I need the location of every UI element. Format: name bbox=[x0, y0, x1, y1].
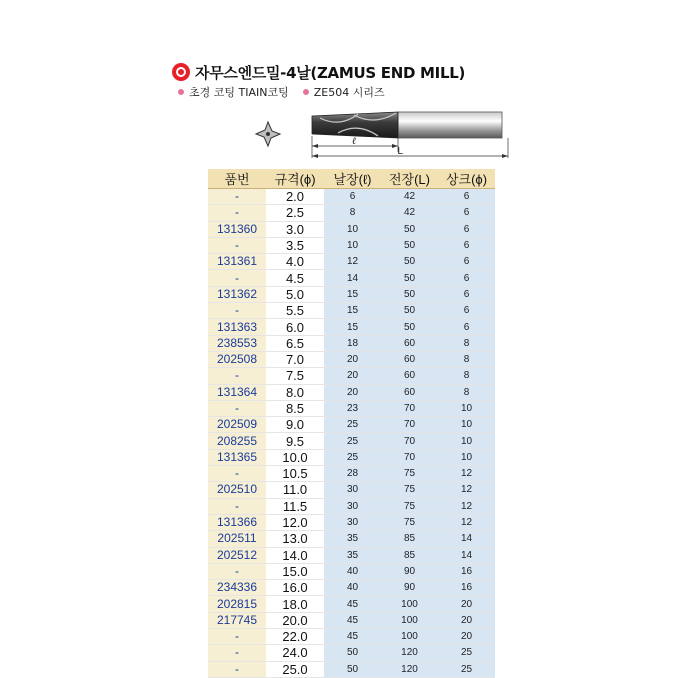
cell-overall-length: 100 bbox=[381, 612, 438, 628]
subtitle-coating-label: 초경 코팅 TIAIN코팅 bbox=[189, 86, 289, 99]
table-row bbox=[208, 580, 495, 596]
cell-part-number: 131360 bbox=[208, 221, 266, 237]
cell-part-number: 202509 bbox=[208, 417, 266, 433]
cell-overall-length: 120 bbox=[381, 661, 438, 677]
cell-part-number: 208255 bbox=[208, 433, 266, 449]
cell-overall-length: 90 bbox=[381, 580, 438, 596]
cell-part-number: 131366 bbox=[208, 514, 266, 530]
cell-size: 7.5 bbox=[266, 368, 324, 384]
cell-flute-length: 25 bbox=[324, 417, 381, 433]
bullet-icon bbox=[178, 89, 184, 95]
cell-part-number: - bbox=[208, 237, 266, 253]
table-row bbox=[208, 270, 495, 286]
cell-size: 6.0 bbox=[266, 319, 324, 335]
subtitle-item-coating bbox=[178, 84, 289, 100]
table-row bbox=[208, 466, 495, 482]
table-row bbox=[208, 319, 495, 335]
cell-shank: 8 bbox=[438, 335, 495, 351]
cell-flute-length: 20 bbox=[324, 384, 381, 400]
cell-overall-length: 120 bbox=[381, 645, 438, 661]
cell-part-number: 131362 bbox=[208, 286, 266, 302]
cell-shank: 25 bbox=[438, 661, 495, 677]
cell-flute-length: 45 bbox=[324, 596, 381, 612]
cell-overall-length: 42 bbox=[381, 189, 438, 205]
cell-shank: 12 bbox=[438, 466, 495, 482]
page-title: 자무스엔드밀-4날(ZAMUS END MILL) bbox=[195, 63, 466, 82]
table-row bbox=[208, 189, 495, 205]
table-row bbox=[208, 417, 495, 433]
cell-overall-length: 70 bbox=[381, 417, 438, 433]
cell-part-number: 131365 bbox=[208, 449, 266, 465]
cell-shank: 12 bbox=[438, 498, 495, 514]
flute-length-label: ℓ bbox=[351, 136, 357, 147]
cell-shank: 6 bbox=[438, 254, 495, 270]
cell-part-number: - bbox=[208, 205, 266, 221]
cell-shank: 6 bbox=[438, 303, 495, 319]
title-row bbox=[172, 60, 465, 84]
cell-overall-length: 100 bbox=[381, 596, 438, 612]
cell-overall-length: 50 bbox=[381, 221, 438, 237]
cell-shank: 16 bbox=[438, 580, 495, 596]
cell-shank: 6 bbox=[438, 237, 495, 253]
cell-size: 3.0 bbox=[266, 221, 324, 237]
table-row bbox=[208, 237, 495, 253]
cell-flute-length: 15 bbox=[324, 303, 381, 319]
cell-shank: 10 bbox=[438, 449, 495, 465]
table-row bbox=[208, 254, 495, 270]
table-row bbox=[208, 482, 495, 498]
cell-size: 2.0 bbox=[266, 189, 324, 205]
cell-flute-length: 30 bbox=[324, 498, 381, 514]
cell-shank: 20 bbox=[438, 629, 495, 645]
cell-overall-length: 75 bbox=[381, 514, 438, 530]
table-row bbox=[208, 547, 495, 563]
overall-length-label: L bbox=[397, 146, 403, 157]
table-row bbox=[208, 351, 495, 367]
cell-part-number: - bbox=[208, 563, 266, 579]
cell-flute-length: 15 bbox=[324, 286, 381, 302]
table-row bbox=[208, 498, 495, 514]
cell-shank: 10 bbox=[438, 433, 495, 449]
cell-shank: 14 bbox=[438, 547, 495, 563]
cell-flute-length: 6 bbox=[324, 189, 381, 205]
table-row bbox=[208, 384, 495, 400]
header-shank: 상크(ϕ) bbox=[438, 169, 495, 189]
cell-flute-length: 10 bbox=[324, 221, 381, 237]
cell-part-number: 131364 bbox=[208, 384, 266, 400]
cell-overall-length: 85 bbox=[381, 547, 438, 563]
cell-part-number: - bbox=[208, 189, 266, 205]
table-row bbox=[208, 449, 495, 465]
end-mill-diagram bbox=[250, 100, 520, 162]
table-row bbox=[208, 645, 495, 661]
cell-size: 4.0 bbox=[266, 254, 324, 270]
end-view-icon bbox=[256, 122, 280, 146]
cell-flute-length: 18 bbox=[324, 335, 381, 351]
cell-part-number: 234336 bbox=[208, 580, 266, 596]
cell-shank: 6 bbox=[438, 319, 495, 335]
cell-overall-length: 50 bbox=[381, 319, 438, 335]
cell-overall-length: 100 bbox=[381, 629, 438, 645]
cell-size: 5.0 bbox=[266, 286, 324, 302]
cell-part-number: 131361 bbox=[208, 254, 266, 270]
table-row bbox=[208, 205, 495, 221]
cell-part-number: - bbox=[208, 400, 266, 416]
cell-part-number: 202512 bbox=[208, 547, 266, 563]
cell-part-number: - bbox=[208, 270, 266, 286]
spec-table-body bbox=[208, 189, 495, 678]
cell-size: 10.5 bbox=[266, 466, 324, 482]
cell-flute-length: 15 bbox=[324, 319, 381, 335]
cell-size: 8.5 bbox=[266, 400, 324, 416]
cell-shank: 8 bbox=[438, 351, 495, 367]
header-overall-length: 전장(L) bbox=[381, 169, 438, 189]
cell-flute-length: 30 bbox=[324, 482, 381, 498]
table-row bbox=[208, 629, 495, 645]
cell-size: 25.0 bbox=[266, 661, 324, 677]
cell-overall-length: 60 bbox=[381, 351, 438, 367]
cell-flute-length: 23 bbox=[324, 400, 381, 416]
cell-overall-length: 75 bbox=[381, 498, 438, 514]
cell-overall-length: 50 bbox=[381, 270, 438, 286]
cell-flute-length: 28 bbox=[324, 466, 381, 482]
cell-part-number: 202815 bbox=[208, 596, 266, 612]
cell-flute-length: 40 bbox=[324, 580, 381, 596]
cell-flute-length: 12 bbox=[324, 254, 381, 270]
target-circle-icon bbox=[172, 63, 190, 81]
cell-part-number: - bbox=[208, 629, 266, 645]
cell-part-number: 202511 bbox=[208, 531, 266, 547]
table-row bbox=[208, 286, 495, 302]
cell-size: 9.5 bbox=[266, 433, 324, 449]
cell-shank: 12 bbox=[438, 514, 495, 530]
cell-overall-length: 50 bbox=[381, 286, 438, 302]
cell-flute-length: 50 bbox=[324, 661, 381, 677]
cell-shank: 12 bbox=[438, 482, 495, 498]
cell-size: 7.0 bbox=[266, 351, 324, 367]
cell-flute-length: 30 bbox=[324, 514, 381, 530]
cell-shank: 25 bbox=[438, 645, 495, 661]
cell-flute-length: 35 bbox=[324, 531, 381, 547]
cell-overall-length: 70 bbox=[381, 433, 438, 449]
cell-shank: 14 bbox=[438, 531, 495, 547]
cell-overall-length: 60 bbox=[381, 368, 438, 384]
table-row bbox=[208, 661, 495, 677]
cell-size: 9.0 bbox=[266, 417, 324, 433]
cell-overall-length: 60 bbox=[381, 384, 438, 400]
cell-flute-length: 20 bbox=[324, 351, 381, 367]
cell-flute-length: 45 bbox=[324, 629, 381, 645]
cell-flute-length: 25 bbox=[324, 449, 381, 465]
cell-overall-length: 90 bbox=[381, 563, 438, 579]
spec-table bbox=[208, 169, 495, 678]
cell-shank: 16 bbox=[438, 563, 495, 579]
cell-size: 3.5 bbox=[266, 237, 324, 253]
cell-size: 11.0 bbox=[266, 482, 324, 498]
cell-size: 4.5 bbox=[266, 270, 324, 286]
table-row bbox=[208, 303, 495, 319]
cell-part-number: - bbox=[208, 645, 266, 661]
cell-part-number: 202508 bbox=[208, 351, 266, 367]
table-row bbox=[208, 612, 495, 628]
cell-overall-length: 50 bbox=[381, 254, 438, 270]
cell-size: 20.0 bbox=[266, 612, 324, 628]
header-part-number: 품번 bbox=[208, 169, 266, 189]
cell-shank: 10 bbox=[438, 400, 495, 416]
table-row bbox=[208, 531, 495, 547]
cell-overall-length: 75 bbox=[381, 466, 438, 482]
cell-flute-length: 20 bbox=[324, 368, 381, 384]
cell-size: 5.5 bbox=[266, 303, 324, 319]
cell-shank: 10 bbox=[438, 417, 495, 433]
cell-part-number: - bbox=[208, 498, 266, 514]
cell-shank: 20 bbox=[438, 596, 495, 612]
cell-shank: 6 bbox=[438, 205, 495, 221]
cell-flute-length: 35 bbox=[324, 547, 381, 563]
table-header-row bbox=[208, 169, 495, 189]
cell-size: 14.0 bbox=[266, 547, 324, 563]
cell-size: 8.0 bbox=[266, 384, 324, 400]
cell-flute-length: 50 bbox=[324, 645, 381, 661]
cell-flute-length: 10 bbox=[324, 237, 381, 253]
cell-part-number: 217745 bbox=[208, 612, 266, 628]
header-flute-length: 날장(ℓ) bbox=[324, 169, 381, 189]
cell-flute-length: 8 bbox=[324, 205, 381, 221]
cell-flute-length: 45 bbox=[324, 612, 381, 628]
subtitle-row bbox=[178, 84, 399, 100]
cell-shank: 6 bbox=[438, 270, 495, 286]
cell-part-number: 131363 bbox=[208, 319, 266, 335]
cell-shank: 20 bbox=[438, 612, 495, 628]
cell-size: 16.0 bbox=[266, 580, 324, 596]
cell-part-number: - bbox=[208, 368, 266, 384]
cell-overall-length: 70 bbox=[381, 449, 438, 465]
cell-overall-length: 50 bbox=[381, 303, 438, 319]
table-row bbox=[208, 514, 495, 530]
cell-size: 24.0 bbox=[266, 645, 324, 661]
bullet-icon bbox=[303, 89, 309, 95]
table-row bbox=[208, 368, 495, 384]
cell-shank: 6 bbox=[438, 286, 495, 302]
cell-size: 13.0 bbox=[266, 531, 324, 547]
cell-size: 10.0 bbox=[266, 449, 324, 465]
table-row bbox=[208, 433, 495, 449]
subtitle-item-series bbox=[303, 84, 385, 100]
cell-part-number: 202510 bbox=[208, 482, 266, 498]
cell-overall-length: 60 bbox=[381, 335, 438, 351]
cell-shank: 6 bbox=[438, 189, 495, 205]
cell-part-number: - bbox=[208, 661, 266, 677]
table-row bbox=[208, 221, 495, 237]
cell-part-number: 238553 bbox=[208, 335, 266, 351]
table-row bbox=[208, 596, 495, 612]
subtitle-series-label: ZE504 시리즈 bbox=[313, 86, 385, 99]
cell-size: 2.5 bbox=[266, 205, 324, 221]
table-row bbox=[208, 400, 495, 416]
header-size: 규격(ϕ) bbox=[266, 169, 324, 189]
cell-shank: 6 bbox=[438, 221, 495, 237]
cell-shank: 8 bbox=[438, 368, 495, 384]
table-row bbox=[208, 563, 495, 579]
cell-overall-length: 50 bbox=[381, 237, 438, 253]
cell-size: 22.0 bbox=[266, 629, 324, 645]
cell-shank: 8 bbox=[438, 384, 495, 400]
cell-part-number: - bbox=[208, 303, 266, 319]
cell-flute-length: 25 bbox=[324, 433, 381, 449]
cell-size: 12.0 bbox=[266, 514, 324, 530]
cell-part-number: - bbox=[208, 466, 266, 482]
cell-size: 18.0 bbox=[266, 596, 324, 612]
cell-size: 15.0 bbox=[266, 563, 324, 579]
cell-overall-length: 85 bbox=[381, 531, 438, 547]
cell-overall-length: 42 bbox=[381, 205, 438, 221]
cell-flute-length: 14 bbox=[324, 270, 381, 286]
cell-size: 11.5 bbox=[266, 498, 324, 514]
cell-overall-length: 75 bbox=[381, 482, 438, 498]
cell-overall-length: 70 bbox=[381, 400, 438, 416]
cell-size: 6.5 bbox=[266, 335, 324, 351]
table-row bbox=[208, 335, 495, 351]
cell-flute-length: 40 bbox=[324, 563, 381, 579]
